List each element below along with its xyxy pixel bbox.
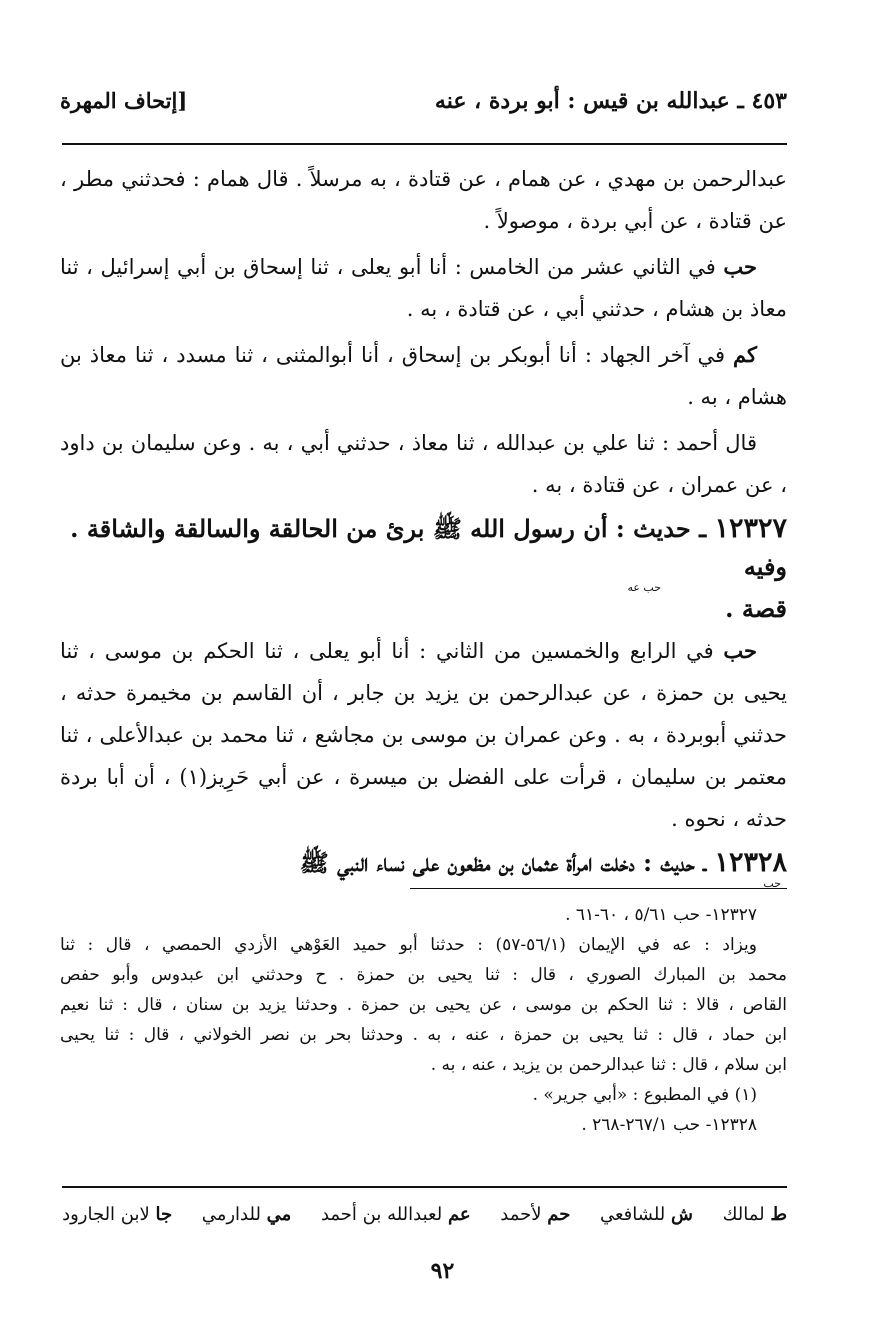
main-text xyxy=(60,158,787,896)
abbreviation-item xyxy=(321,1200,471,1230)
hadith-heading xyxy=(60,844,787,890)
paragraph-lead: حب xyxy=(723,638,757,663)
abbreviation-code: جا xyxy=(155,1204,173,1225)
paragraph xyxy=(60,422,787,506)
footnote-note: (١) في المطبوع : «أبي جرير» . xyxy=(532,1085,757,1105)
hadith-heading xyxy=(60,510,787,624)
paragraph-text: عبدالرحمن بن مهدي ، عن همام ، عن قتادة ، به مرسلاً . قال همام : فحدثني مطر ، عن قتادة ، عن أبي بردة ، موصولاً . xyxy=(60,167,787,233)
footnote-line: ابن حماد ، قال : ثنا يحيى بن حمزة ، عنه ، به . وحدثنا بحر بن نصر الخولاني ، قال : ثنا يحيى xyxy=(60,1025,787,1045)
abbreviation-name: لمالك xyxy=(722,1204,771,1225)
hadith-title: ـ حديث : أن رسول الله ﷺ برئ من الحالقة والسالقة والشاقة . وفيه xyxy=(70,514,787,581)
book-title: [إتحاف المهرة xyxy=(60,88,188,113)
paragraph-text: في الرابع والخمسين من الثاني : أنا أبو يعلى ، ثنا الحكم بن موسى ، ثنا يحيى بن حمزة ، عن عبدالرحمن بن يزيد بن جابر ، أن القاسم بن مخيمرة حدثه ، حدثني أبوبردة ، به . وعن عمران بن موسى بن مجاشع ، ثنا محمد بن عبدالأعلى ، ثنا معتمر بن سليمان ، قرأت على الفضل بن ميسرة ، عن أبي حَرِيز(١) ، أن أبا بردة حدثه ، نحوه . xyxy=(60,639,787,831)
abbreviation-code: عم xyxy=(447,1204,471,1225)
hadith-number: ١٢٣٢٨ xyxy=(714,847,787,878)
paragraph xyxy=(60,630,787,840)
abbreviation-code: ش xyxy=(670,1204,693,1225)
page-header xyxy=(60,88,787,128)
abbreviation-item xyxy=(600,1200,693,1230)
abbreviation-name: لعبدالله بن أحمد xyxy=(320,1204,448,1225)
page-number: ٩٢ xyxy=(430,1258,455,1284)
abbreviation-name: لابن الجارود xyxy=(62,1204,156,1225)
abbreviation-item xyxy=(202,1200,292,1230)
abbreviation-item xyxy=(500,1200,570,1230)
footnotes xyxy=(60,900,787,1140)
hadith-title-end: قصة . xyxy=(725,594,787,623)
running-title: ٤٥٣ ـ عبدالله بن قيس : أبو بردة ، عنه xyxy=(434,88,787,114)
source-code: حب xyxy=(763,877,781,890)
footnote-line: القاص ، قالا : ثنا الحكم بن موسى ، عن يحيى بن حمزة . وحدثنا يزيد بن سنان ، قال : ثنا نعيم xyxy=(60,995,787,1015)
paragraph-lead: حب xyxy=(723,254,757,279)
abbreviation-code: ط xyxy=(770,1204,787,1225)
paragraph-text: في آخر الجهاد : أنا أبوبكر بن إسحاق ، أنا أبوالمثنى ، ثنا مسدد ، ثنا معاذ بن هشام ، به . xyxy=(60,343,787,409)
abbreviation-name: للشافعي xyxy=(599,1204,671,1225)
abbreviation-code: حم xyxy=(547,1204,571,1225)
abbreviation-item xyxy=(723,1200,787,1230)
abbreviations-divider xyxy=(62,1186,787,1188)
abbreviation-code: مي xyxy=(266,1204,292,1225)
abbreviation-name: للدارمي xyxy=(201,1204,267,1225)
hadith-title: ـ حديث : دخلت امرأة عثمان بن مظعون على نساء النبي ﷺ xyxy=(299,848,715,877)
paragraph-text: قال أحمد : ثنا علي بن عبدالله ، ثنا معاذ ، حدثني أبي ، به . وعن سليمان بن داود ، عن عمران ، عن قتادة ، به . xyxy=(60,431,787,497)
abbreviation-key xyxy=(62,1200,787,1230)
paragraph-text: في الثاني عشر من الخامس : أنا أبو يعلى ، ثنا إسحاق بن أبي إسرائيل ، ثنا معاذ بن هشام ، حدثني أبي ، عن قتادة ، به . xyxy=(60,255,787,321)
header-divider xyxy=(62,143,787,145)
footnote-line: ابن سلام ، قال : ثنا عبدالرحمن بن يزيد ، عنه ، به . xyxy=(430,1055,787,1075)
paragraph-lead: كم xyxy=(733,342,757,367)
footnote-line: محمد بن المبارك الصوري ، قال : ثنا يحيى بن حمزة . ح وحدثني ابن عبدوس وأبو حفص xyxy=(60,965,787,985)
paragraph xyxy=(60,246,787,330)
paragraph xyxy=(60,334,787,418)
source-code: حب عه xyxy=(627,581,661,594)
abbreviation-name: لأحمد xyxy=(500,1204,548,1225)
footnote-divider xyxy=(410,888,787,889)
footnote-line: ويزاد : عه في الإيمان (٥٦/١-٥٧) : حدثنا أبو حميد العَوْهي الأزدي الحمصي ، قال : ثنا xyxy=(60,935,757,955)
footnote-line: ١٢٣٢٧- حب ٥/٦١ ، ٦٠-٦١ . xyxy=(565,905,757,925)
footnote-line: ١٢٣٢٨- حب ٢٦٧/١-٢٦٨ . xyxy=(581,1115,757,1135)
abbreviation-item xyxy=(62,1200,172,1230)
paragraph xyxy=(60,158,787,242)
hadith-number: ١٢٣٢٧ xyxy=(714,513,787,544)
